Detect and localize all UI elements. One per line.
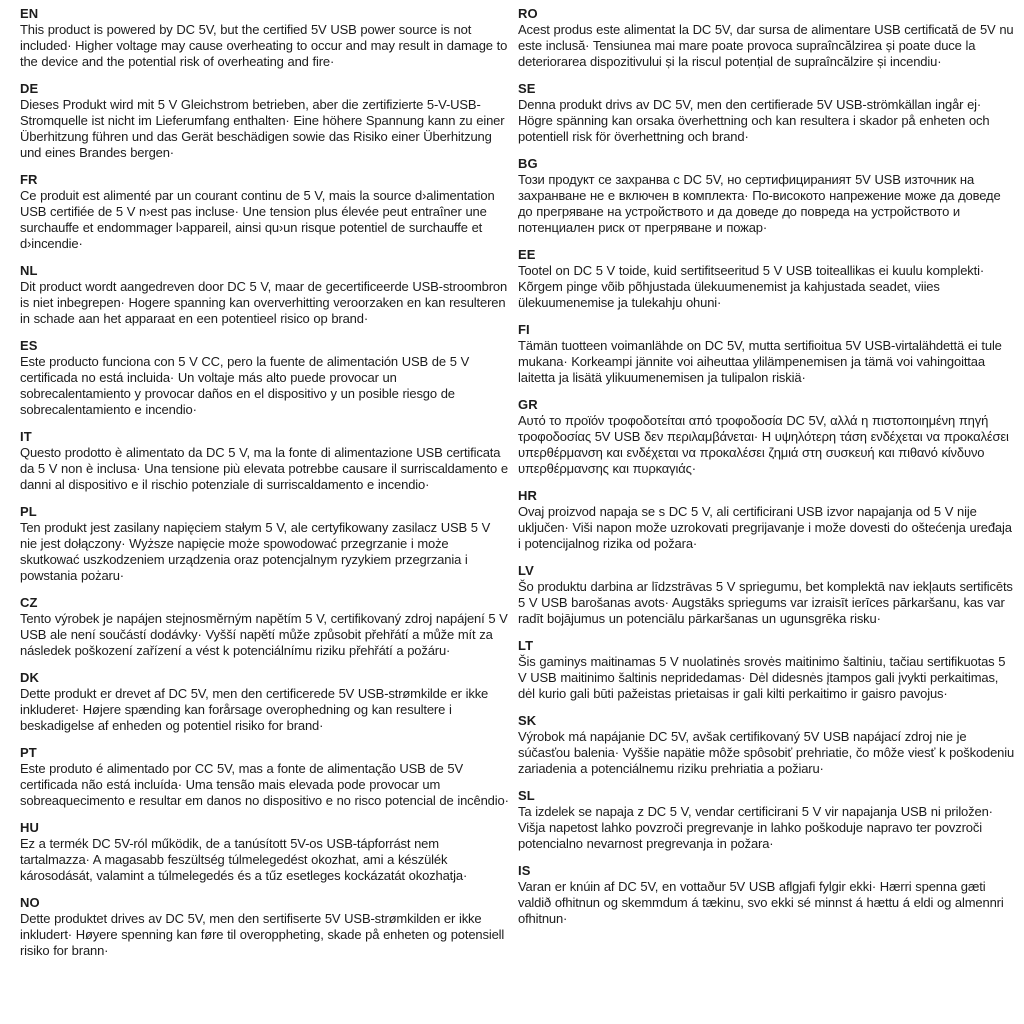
language-code-label: HU: [20, 820, 39, 835]
language-section-se: [518, 81, 1015, 145]
language-code-label: IS: [518, 863, 531, 878]
language-warning-text: Questo prodotto è alimentato da DC 5 V, ma la fonte di alimentazione USB certificata da 5 V non è inclusa· Una tensione più elevata potrebbe causare il surriscaldamento e danni al dispositivo e il rischio potenziale di surriscaldamento e incendio·: [20, 445, 508, 492]
right-column: [518, 6, 1015, 1024]
language-warning-text: Este producto funciona con 5 V CC, pero la fuente de alimentación USB de 5 V certificada no está incluida· Un voltaje más alto puede provocar un sobrecalentamiento y provocar daños en el dispositivo y un posible riesgo de sobrecalentamiento e incendio·: [20, 354, 470, 417]
language-code-label: BG: [518, 156, 538, 171]
language-code-label: NO: [20, 895, 40, 910]
language-section-fr: [20, 172, 509, 252]
language-warning-text: Dette produkt er drevet af DC 5V, men den certificerede 5V USB-strømkilde er ikke inkluderet· Højere spænding kan forårsage overophedning og kan resultere i beskadigelse af enheden og potentiel risiko for brand·: [20, 686, 489, 733]
language-warning-text: Dieses Produkt wird mit 5 V Gleichstrom betrieben, aber die zertifizierte 5-V-USB-Stromquelle ist nicht im Lieferumfang enthalten· Eine höhere Spannung kann zu einer Überhitzung führen und das Gerät beschädigen sowie das Risiko einer Überhitzung und eines Brandes bergen·: [20, 97, 505, 160]
language-section-no: [20, 895, 509, 959]
language-code-label: SK: [518, 713, 537, 728]
language-code-label: HR: [518, 488, 537, 503]
language-section-ee: [518, 247, 1015, 311]
language-warning-text: Este produto é alimentado por CC 5V, mas a fonte de alimentação USB de 5V certificada não está incluída· Uma tensão mais elevada pode provocar um sobreaquecimento e resultar em danos no dispositivo e no risco potencial de incêndio·: [20, 761, 509, 808]
language-section-bg: [518, 156, 1015, 236]
language-section-en: [20, 6, 509, 70]
language-section-pt: [20, 745, 509, 809]
left-column: [20, 6, 509, 1024]
language-section-lt: [518, 638, 1015, 702]
language-section-gr: [518, 397, 1015, 477]
language-section-hr: [518, 488, 1015, 552]
language-code-label: NL: [20, 263, 38, 278]
language-warning-text: Dit product wordt aangedreven door DC 5 V, maar de gecertificeerde USB-stroombron is niet inbegrepen· Hogere spanning kan oververhitting veroorzaken en kan resulteren in schade aan het apparaat en een potentieel risico op brand·: [20, 279, 508, 326]
language-warning-text: Ez a termék DC 5V-ról működik, de a tanúsított 5V-os USB-tápforrást nem tartalmazza· A magasabb feszültség túlmelegedést okozhat, ami a készülék károsodását, valamint a túlmelegedés és a tűz esetleges kockázatát okozhatja·: [20, 836, 468, 883]
language-code-label: DK: [20, 670, 39, 685]
language-warning-text: Varan er knúin af DC 5V, en vottaður 5V USB aflgjafi fylgir ekki· Hærri spenna gæti valdið ofhitnun og skemmdum á tækinu, svo ekki sé minnst á hættu á eldi og almennri ofhitnun·: [518, 879, 1004, 926]
language-code-label: LT: [518, 638, 534, 653]
language-code-label: EN: [20, 6, 39, 21]
language-code-label: SL: [518, 788, 535, 803]
language-section-pl: [20, 504, 509, 584]
language-warning-text: Šo produktu darbina ar līdzstrāvas 5 V spriegumu, bet komplektā nav iekļauts sertificēts 5 V USB barošanas avots· Augstāks spriegums var izraisīt ierīces pārkaršanu, kas var radīt bojājumus un potenciālu pārkaršanas un ugunsgrēka risku·: [518, 579, 1013, 626]
language-code-label: CZ: [20, 595, 38, 610]
language-code-label: DE: [20, 81, 39, 96]
language-warning-text: Dette produktet drives av DC 5V, men den sertifiserte 5V USB-strømkilden er ikke inkludert· Høyere spenning kan føre til overoppheting, skade på enheten og potensiell risiko for brann·: [20, 911, 505, 958]
language-code-label: ES: [20, 338, 38, 353]
language-warning-text: This product is powered by DC 5V, but the certified 5V USB power source is not included· Higher voltage may cause overheating to occur and may result in damage to the device and the potential risk of overheating and fire·: [20, 22, 508, 69]
language-warning-text: Tento výrobek je napájen stejnosměrným napětím 5 V, certifikovaný zdroj napájení 5 V USB ale není součástí dodávky· Vyšší napětí může způsobit přehřátí a může mít za následek poškození zařízení a vést k potenciálnímu riziku přehřátí a požáru·: [20, 611, 508, 658]
language-code-label: PL: [20, 504, 37, 519]
language-section-ro: [518, 6, 1015, 70]
language-warning-text: Ta izdelek se napaja z DC 5 V, vendar certificirani 5 V vir napajanja USB ni priložen· Višja napetost lahko povzroči pregrevanje in lahko poškoduje napravo ter povzroči potencialno nevarnost pregrevanja in požara·: [518, 804, 993, 851]
language-warning-text: Ten produkt jest zasilany napięciem stałym 5 V, ale certyfikowany zasilacz USB 5 V nie jest dołączony· Wyższe napięcie może spowodować przegrzanie i może skutkować uszkodzeniem urządzenia oraz potencjalnym ryzykiem przegrzania i powstania pożaru·: [20, 520, 491, 583]
language-warning-text: Ovaj proizvod napaja se s DC 5 V, ali certificirani USB izvor napajanja od 5 V nije uključen· Viši napon može uzrokovati pregrijavanje i može dovesti do oštećenja uređaja i potencijalnog rizika od požara·: [518, 504, 1012, 551]
language-warning-text: Αυτό το προϊόν τροφοδοτείται από τροφοδοσία DC 5V, αλλά η πιστοποιημένη πηγή τροφοδοσίας 5V USB δεν περιλαμβάνεται· Η υψηλότερη τάση ενδέχεται να προκαλέσει υπερθέρμανση και ενδέχεται να προκαλέσει ζημιά στη συσκευή και πιθανό κίνδυνο υπερθέρμανσης και πυρκαγιάς·: [518, 413, 1009, 476]
language-code-label: EE: [518, 247, 536, 262]
language-section-it: [20, 429, 509, 493]
language-section-dk: [20, 670, 509, 734]
language-code-label: RO: [518, 6, 538, 21]
language-section-sk: [518, 713, 1015, 777]
language-section-cz: [20, 595, 509, 659]
language-section-es: [20, 338, 509, 418]
language-code-label: FR: [20, 172, 38, 187]
language-section-lv: [518, 563, 1015, 627]
language-section-hu: [20, 820, 509, 884]
language-warning-text: Šis gaminys maitinamas 5 V nuolatinės srovės maitinimo šaltiniu, tačiau sertifikuotas 5 V USB maitinimo šaltinis nepridedamas· Dėl didesnės įtampos gali įvykti perkaitimas, dėl kurio gali būti pažeistas prietaisas ir gali kilti perkaitimo ir gaisro pavojus·: [518, 654, 1006, 701]
language-code-label: PT: [20, 745, 37, 760]
language-section-nl: [20, 263, 509, 327]
language-code-label: FI: [518, 322, 530, 337]
language-warning-text: Tootel on DC 5 V toide, kuid sertifitseeritud 5 V USB toiteallikas ei kuulu komplekti· Kõrgem pinge võib põhjustada ülekuumenemist ja kahjustada seadet, viies ülekuumenemise ja tulekahju ohuni·: [518, 263, 985, 310]
language-section-de: [20, 81, 509, 161]
language-warning-text: Acest produs este alimentat la DC 5V, dar sursa de alimentare USB certificată de 5V nu este inclusă· Tensiunea mai mare poate provoca supraîncălzirea și poate duce la deteriorarea dispozitivului și la riscul potențial de supraîncălzire și incendiu·: [518, 22, 1014, 69]
language-section-is: [518, 863, 1015, 927]
language-warning-text: Tämän tuotteen voimanlähde on DC 5V, mutta sertifioitua 5V USB-virtalähdettä ei tule mukana· Korkeampi jännite voi aiheuttaa ylilämpenemisen ja tämä voi vahingoittaa laitetta ja lisätä ylikuumenemisen ja tulipalon riskiä·: [518, 338, 1002, 385]
language-code-label: IT: [20, 429, 32, 444]
language-warning-text: Denna produkt drivs av DC 5V, men den certifierade 5V USB-strömkällan ingår ej· Högre spänning kan orsaka överhettning och kan resultera i skador på enheten och potentiell risk för överhettning och brand·: [518, 97, 990, 144]
language-code-label: LV: [518, 563, 534, 578]
language-warning-text: Този продукт се захранва с DC 5V, но сертифицираният 5V USB източник на захранване не е включен в комплекта· По-високото напрежение може да доведе до прегряване на устройството и да доведе до повреда на устройството и потенциален риск от прегряване и пожар·: [518, 172, 1001, 235]
language-section-sl: [518, 788, 1015, 852]
language-warning-text: Ce produit est alimenté par un courant continu de 5 V, mais la source d›alimentation USB certifiée de 5 V n›est pas incluse· Une tension plus élevée peut entraîner une surchauffe et endommager l›appareil, ainsi qu›un risque potentiel de surchauffe et d›incendie·: [20, 188, 495, 251]
language-section-fi: [518, 322, 1015, 386]
language-warning-text: Výrobok má napájanie DC 5V, avšak certifikovaný 5V USB napájací zdroj nie je súčasťou balenia· Vyššie napätie môže spôsobiť prehriatie, čo môže viesť k poškodeniu zariadenia a potenciálnemu riziku prehriatia a požiaru·: [518, 729, 1015, 776]
language-code-label: SE: [518, 81, 536, 96]
language-code-label: GR: [518, 397, 538, 412]
